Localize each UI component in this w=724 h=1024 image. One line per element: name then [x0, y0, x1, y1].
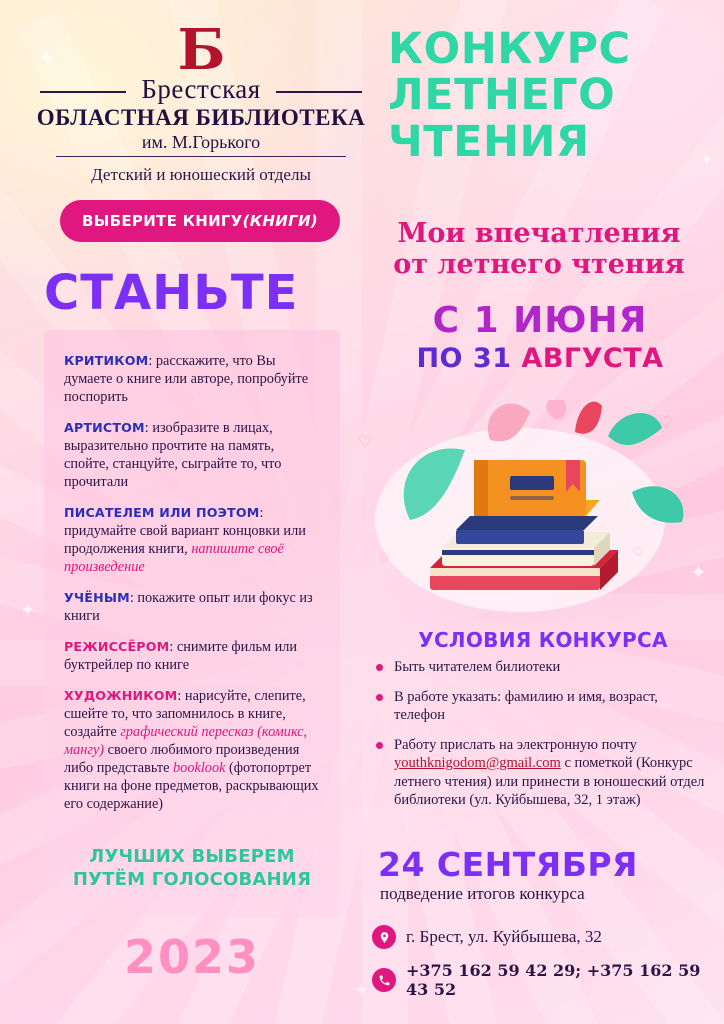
list-item — [64, 638, 322, 674]
sparkle-icon: ✦ — [20, 600, 36, 620]
heart-icon: ♡ — [658, 414, 673, 431]
become-heading: СТАНЬТЕ — [44, 265, 299, 321]
role-title: АРТИСТОМ — [64, 420, 145, 435]
sparkle-icon: ✦ — [38, 46, 57, 71]
role-title: ПИСАТЕЛЕМ ИЛИ ПОЭТОМ — [64, 505, 260, 520]
divider — [56, 156, 346, 157]
contest-dates — [380, 300, 700, 374]
contest-subtitle — [374, 218, 704, 281]
heart-icon: ♡ — [358, 434, 373, 451]
contact-phone-row — [372, 961, 722, 999]
heart-icon: ♡ — [378, 550, 390, 565]
voting-note-line1: ЛУЧШИХ ВЫБЕРЕМ — [89, 846, 295, 867]
list-item — [64, 687, 322, 813]
sparkle-icon: ✦ — [700, 152, 714, 169]
role-text: : покажите опыт или фокус из книги — [64, 590, 313, 624]
contest-title: КОНКУРС ЛЕТНЕГО ЧТЕНИЯ — [388, 24, 631, 167]
heart-icon: ♡ — [632, 544, 644, 559]
results-caption: подведение итогов конкурса — [380, 884, 585, 903]
library-name-line3: им. М.Горького — [141, 132, 261, 152]
contact-address-row — [372, 925, 722, 949]
phone-icon — [372, 968, 396, 992]
choose-book-banner — [60, 200, 340, 242]
role-text-italic: графический пересказ (комикс, мангу) — [64, 724, 308, 758]
results-date: 24 СЕНТЯБРЯ — [378, 845, 638, 884]
sparkle-icon: ✦ — [690, 562, 707, 584]
role-text: : нарисуйте, слепите, сшейте то, что запомнилось в книге, создайте — [64, 688, 306, 740]
sparkle-icon: ✦ — [354, 980, 370, 1000]
role-text: : расскажите, что Вы думаете о книге или авторе, попробуйте поспорить — [64, 353, 309, 405]
condition-text: В работе указать: фамилию и имя, возраст, телефон — [394, 688, 658, 724]
list-item — [372, 736, 712, 810]
contest-date-to: ПО 31 АВГУСТА — [416, 343, 664, 374]
condition-text-prefix: Работу прислать на электронную почту — [394, 736, 637, 753]
list-item — [372, 688, 712, 725]
conditions-list — [372, 658, 712, 821]
role-text: : придумайте свой вариант концовки или продолжения книги, — [64, 505, 306, 557]
role-text-italic: напишите своё произведение — [64, 541, 284, 575]
voting-note — [52, 846, 332, 891]
year-label: 2023 — [123, 930, 261, 984]
role-title: ХУДОЖНИКОМ — [64, 688, 178, 703]
library-name-line1: Брестская — [36, 74, 366, 105]
choose-book-label-italic: (КНИГИ) — [242, 212, 318, 230]
list-item — [64, 352, 322, 406]
map-pin-icon — [372, 925, 396, 949]
books-illustration-svg — [370, 400, 710, 620]
list-item — [372, 658, 712, 677]
contest-subtitle-line1: Мои впечатления — [397, 218, 681, 249]
library-departments: Детский и юношеский отделы — [91, 165, 311, 184]
contact-phones: +375 162 59 42 29; +375 162 59 43 52 — [406, 961, 701, 999]
condition-text-suffix: с пометкой (Конкурс летнего чтения) или принести в юношеский отдел библиотеки (ул. Куйбышева, 32, 1 этаж) — [394, 755, 705, 809]
role-title: КРИТИКОМ — [64, 353, 149, 368]
library-logo-block — [36, 17, 366, 185]
library-name-line2: ОБЛАСТНАЯ БИБЛИОТЕКА — [36, 105, 366, 130]
role-text-italic-2: booklook — [173, 760, 226, 776]
library-monogram-icon: Б — [177, 17, 225, 83]
books-illustration — [358, 400, 710, 620]
voting-note-line2: ПУТЁМ ГОЛОСОВАНИЯ — [72, 868, 312, 890]
contact-address: г. Брест, ул. Куйбышева, 32 — [406, 927, 602, 946]
list-item — [64, 589, 322, 625]
list-item — [64, 504, 322, 576]
condition-text: Быть читателем билиотеки — [394, 659, 561, 675]
contest-subtitle-line2: от летнего чтения — [393, 249, 685, 281]
conditions-title: УСЛОВИЯ КОНКУРСА — [418, 628, 668, 652]
role-text-3: (фотопортрет книги на фоне предметов, раскрывающих его содержание) — [64, 760, 319, 812]
contest-date-from: С 1 ИЮНЯ — [432, 300, 648, 341]
role-text: : снимите фильм или буктрейлер по книге — [64, 639, 298, 673]
role-text: : изобразите в лицах, выразительно прочтите на память, спойте, станцуйте, сыграйте то, что прочитали — [64, 420, 282, 490]
contest-date-to-month: АВГУСТА — [521, 343, 664, 374]
contacts-block — [372, 925, 722, 1011]
choose-book-label: ВЫБЕРИТЕ КНИГУ — [82, 212, 243, 230]
roles-panel — [44, 330, 340, 918]
role-text-2: своего любимого произведения либо представьте — [64, 742, 300, 776]
contest-email-link[interactable]: youthknigodom@gmail.com — [394, 755, 561, 772]
role-title: УЧЁНЫМ — [64, 590, 130, 605]
role-title: РЕЖИССЁРОМ — [64, 639, 170, 654]
list-item — [64, 419, 322, 491]
